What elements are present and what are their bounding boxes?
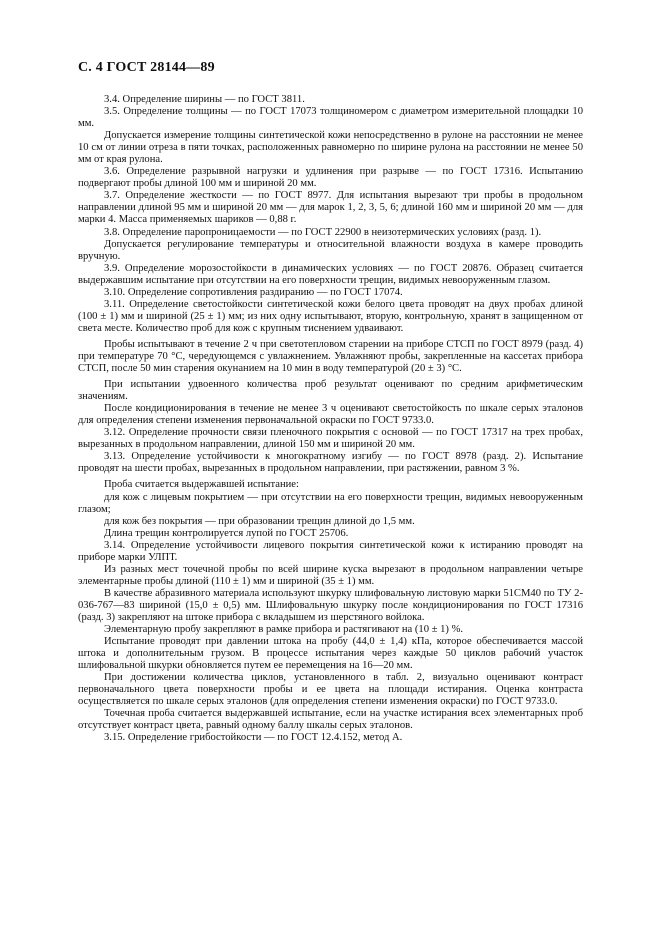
paragraph: Допускается регулирование температуры и относительной влажности воздуха в камере проводить вручную. [78, 238, 583, 262]
paragraph-3-13: 3.13. Определение устойчивости к многократному изгибу — по ГОСТ 8978 (разд. 2). Испытание проводят на шести пробах, вырезанных в продольном направлении, при растяжении, равном 3 %. [78, 451, 583, 475]
paragraph-3-12: 3.12. Определение прочности связи пленочного покрытия с основой — по ГОСТ 17317 на трех пробах, вырезанных в продольном направлении, длиной 150 мм и шириной 20 мм. [78, 427, 583, 451]
paragraph: В качестве абразивного материала используют шкурку шлифовальную листовую марки 51СМ40 по ТУ 2-036-767—83 шириной (15,0 ± 0,5) мм. Шлифовальную шкурку после кондиционирования по ГОСТ 17316 (разд. 3) закрепляют на штоке прибора с вкладышем из шерстяного войлока. [78, 587, 583, 623]
paragraph: Элементарную пробу закрепляют в рамке прибора и растягивают на (10 ± 1) %. [104, 624, 464, 636]
paragraph: При испытании удвоенного количества проб результат оценивают по средним арифметическим значениям. [78, 379, 583, 403]
paragraph: для кож без покрытия — при образовании трещин длиной до 1,5 мм. [104, 515, 415, 527]
paragraph: После кондиционирования в течение не менее 3 ч оценивают светостойкость по шкале серых эталонов для определения степени изменения первоначальной окраски по ГОСТ 9733.0. [78, 403, 583, 427]
paragraph: для кож с лицевым покрытием — при отсутствии на его поверхности трещин, видимых невооруженным глазом; [78, 491, 583, 515]
paragraph: Допускается измерение толщины синтетической кожи непосредственно в рулоне на расстоянии не менее 10 см от линии отреза в пяти точках, расположенных равномерно по ширине рулона на расстоянии не менее 50 мм от края рулона. [78, 130, 583, 166]
document-body [78, 94, 583, 744]
paragraph-3-7: 3.7. Определение жесткости — по ГОСТ 8977. Для испытания вырезают три пробы в продольном направлении длиной 95 мм и шириной 20 мм — для марок 1, 2, 3, 5, 6; длиной 160 мм и шириной 20 мм — для марки 4. Масса применяемых шариков — 0,88 г. [78, 190, 583, 226]
paragraph: Пробы испытывают в течение 2 ч при светотепловом старении на приборе СТСП по ГОСТ 8979 (разд. 4) при температуре 70 °С, чередующемся с увлажнением. Увлажняют пробы, закрепленные на кассетах прибора СТСП, после 50 мин старения окунанием на 10 мин в воду температурой (20 ± 3) °С. [78, 338, 583, 375]
paragraph-3-4: 3.4. Определение ширины — по ГОСТ 3811. [104, 94, 305, 105]
paragraph-3-9: 3.9. Определение морозостойкости в динамических условиях — по ГОСТ 20876. Образец считается выдержавшим испытание при отсутствии на его поверхности трещин, видимых невооруженным глазом. [78, 262, 583, 286]
paragraph: Длина трещин контролируется лупой по ГОСТ 25706. [104, 527, 349, 539]
paragraph: Точечная проба считается выдержавшей испытание, если на участке истирания всех элементарных проб отсутствует контраст цвета, равный одному баллу шкалы серых эталонов. [78, 708, 583, 732]
page-header: С. 4 ГОСТ 28144—89 [78, 60, 215, 75]
paragraph: При достижении количества циклов, установленного в табл. 2, визуально оценивают контраст первоначального цвета поверхности пробы и ее цвета на площади истирания. Оценка контраста осуществляется по шкале серых эталонов (для определения степени изменения окраски) по ГОСТ 9733.0. [78, 672, 583, 708]
paragraph: Из разных мест точечной пробы по всей ширине куска вырезают в продольном направлении четыре элементарные пробы длиной (110 ± 1) мм и шириной (35 ± 1) мм. [78, 563, 583, 587]
paragraph-3-5: 3.5. Определение толщины — по ГОСТ 17073 толщиномером с диаметром измерительной площадки 10 мм. [78, 106, 583, 130]
paragraph: Проба считается выдержавшей испытание: [104, 479, 299, 491]
paragraph-3-15: 3.15. Определение грибостойкости — по ГОСТ 12.4.152, метод А. [104, 732, 403, 744]
paragraph-3-14: 3.14. Определение устойчивости лицевого покрытия синтетической кожи к истиранию проводят на приборе марки УЛПТ. [78, 539, 583, 563]
paragraph-3-11: 3.11. Определение светостойкости синтетической кожи белого цвета проводят на двух пробах длиной (100 ± 1) мм и шириной (25 ± 1) мм; из них одну испытывают, вторую, контрольную, хранят в защищенном от света месте. Количество проб для кож с крупным тиснением удваивают. [78, 298, 583, 334]
paragraph: Испытание проводят при давлении штока на пробу (44,0 ± 1,4) кПа, которое обеспечивается массой штока и дополнительным грузом. В процессе испытания через каждые 50 циклов рабочий участок шлифовальной шкурки обновляется путем ее перемещения на 16—20 мм. [78, 636, 583, 672]
paragraph-3-8: 3.8. Определение паропроницаемости — по ГОСТ 22900 в неизотермических условиях (разд. 1). [104, 226, 542, 238]
paragraph-3-6: 3.6. Определение разрывной нагрузки и удлинения при разрыве — по ГОСТ 17316. Испытанию подвергают пробы длиной 100 мм и шириной 20 мм. [78, 166, 583, 190]
paragraph-3-10: 3.10. Определение сопротивления раздиранию — по ГОСТ 17074. [104, 286, 403, 298]
